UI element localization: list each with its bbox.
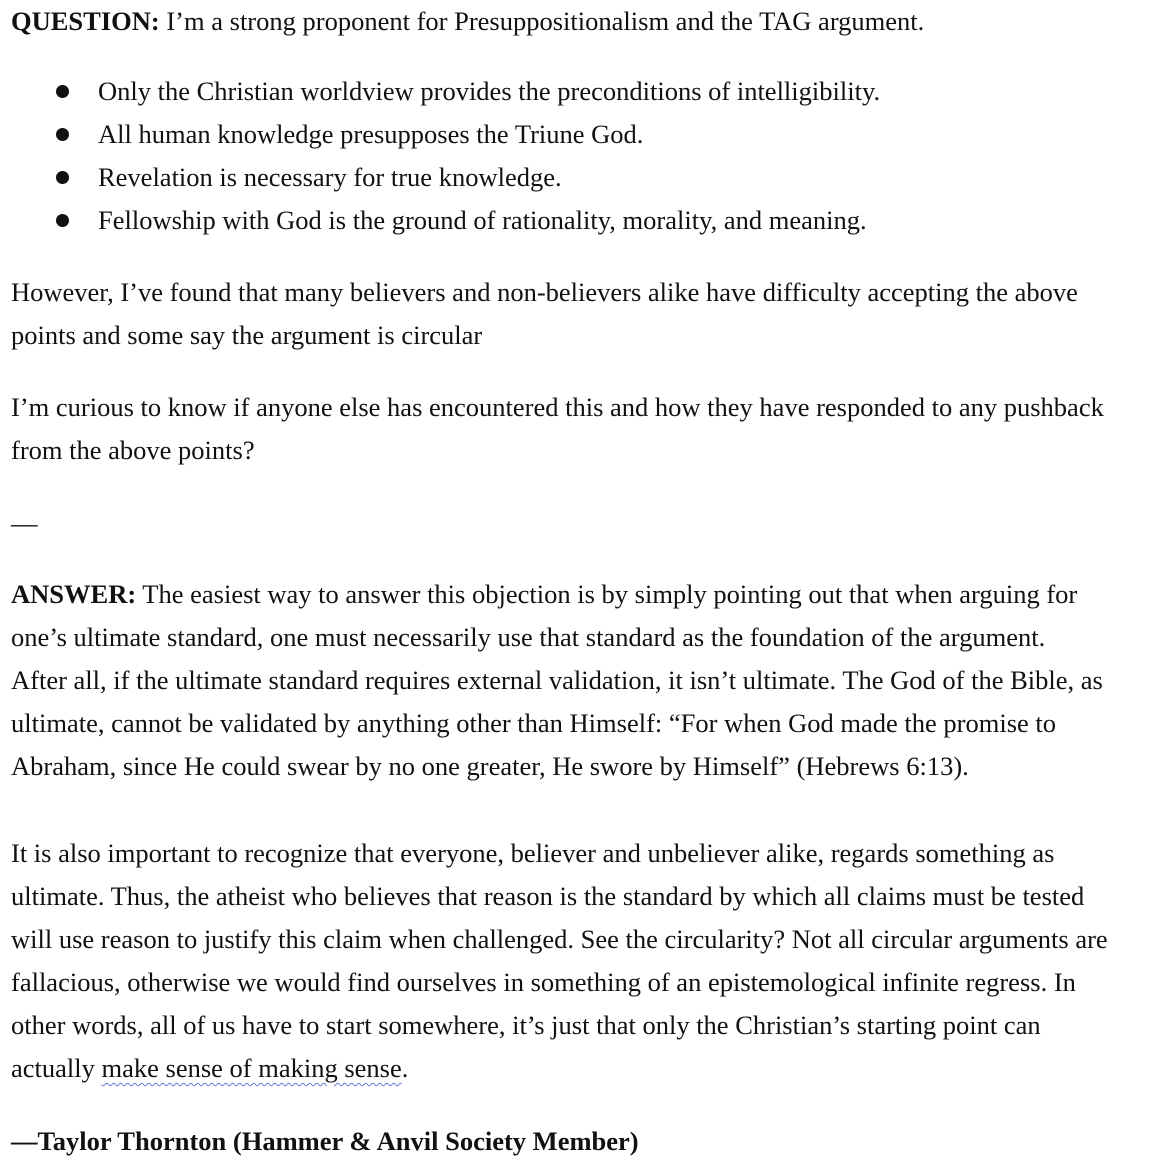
bullet-icon xyxy=(56,171,69,184)
bullet-list xyxy=(11,70,880,242)
question-label: QUESTION: xyxy=(11,6,160,36)
list-item xyxy=(11,156,880,199)
however-paragraph xyxy=(11,271,1078,357)
bullet-text: Fellowship with God is the ground of rationality, morality, and meaning. xyxy=(98,205,867,235)
paragraph-line: will use reason to justify this claim when challenged. See the circularity? Not all circular arguments are xyxy=(11,924,1108,954)
spellcheck-flagged-phrase[interactable]: make sense of making sense xyxy=(101,1053,402,1083)
bullet-icon xyxy=(56,128,69,141)
bullet-icon xyxy=(56,85,69,98)
separator xyxy=(11,502,38,545)
curious-paragraph xyxy=(11,386,1104,472)
line-suffix: . xyxy=(401,1053,409,1083)
signature-block xyxy=(11,1120,639,1163)
paragraph-line: one’s ultimate standard, one must necessarily use that standard as the foundation of the argument. xyxy=(11,622,1046,652)
paragraph-line: Abraham, since He could swear by no one greater, He swore by Himself” (Hebrews 6:13). xyxy=(11,751,969,781)
paragraph-line: fallacious, otherwise we would find ourselves in something of an epistemological infinite regress. In xyxy=(11,967,1076,997)
paragraph-line: However, I’ve found that many believers and non-believers alike have difficulty accepting the above xyxy=(11,277,1078,307)
answer-text: The easiest way to answer this objection is by simply pointing out that when arguing for xyxy=(136,579,1078,609)
list-item xyxy=(11,199,880,242)
paragraph-line: ultimate. Thus, the atheist who believes that reason is the standard by which all claims must be tested xyxy=(11,881,1085,911)
also-paragraph xyxy=(11,832,1108,1090)
question-line xyxy=(11,0,924,43)
list-item xyxy=(11,113,880,156)
paragraph-line: ultimate, cannot be validated by anything other than Himself: “For when God made the promise to xyxy=(11,708,1057,738)
paragraph-line: After all, if the ultimate standard requires external validation, it isn’t ultimate. The God of the Bible, as xyxy=(11,665,1103,695)
paragraph-line: points and some say the argument is circular xyxy=(11,320,483,350)
bullet-text: Only the Christian worldview provides the preconditions of intelligibility. xyxy=(98,76,881,106)
answer-paragraph xyxy=(11,573,1103,788)
bullet-icon xyxy=(56,214,69,227)
answer-label: ANSWER: xyxy=(11,579,137,609)
bullet-text: Revelation is necessary for true knowledge. xyxy=(98,162,562,192)
paragraph-line: other words, all of us have to start somewhere, it’s just that only the Christian’s starting point can xyxy=(11,1010,1041,1040)
paragraph-line: It is also important to recognize that everyone, believer and unbeliever alike, regards something as xyxy=(11,838,1055,868)
paragraph-line: from the above points? xyxy=(11,435,255,465)
paragraph-line: I’m curious to know if anyone else has encountered this and how they have responded to any pushback xyxy=(11,392,1104,422)
bullet-text: All human knowledge presupposes the Triune God. xyxy=(98,119,644,149)
question-text: I’m a strong proponent for Presuppositionalism and the TAG argument. xyxy=(159,6,925,36)
signature: —Taylor Thornton (Hammer & Anvil Society Member) xyxy=(11,1126,639,1156)
paragraph-line xyxy=(11,1047,1108,1090)
line-prefix: actually xyxy=(11,1053,102,1083)
separator-dash: — xyxy=(11,508,38,538)
list-item xyxy=(11,70,880,113)
paragraph-line xyxy=(11,573,1103,616)
